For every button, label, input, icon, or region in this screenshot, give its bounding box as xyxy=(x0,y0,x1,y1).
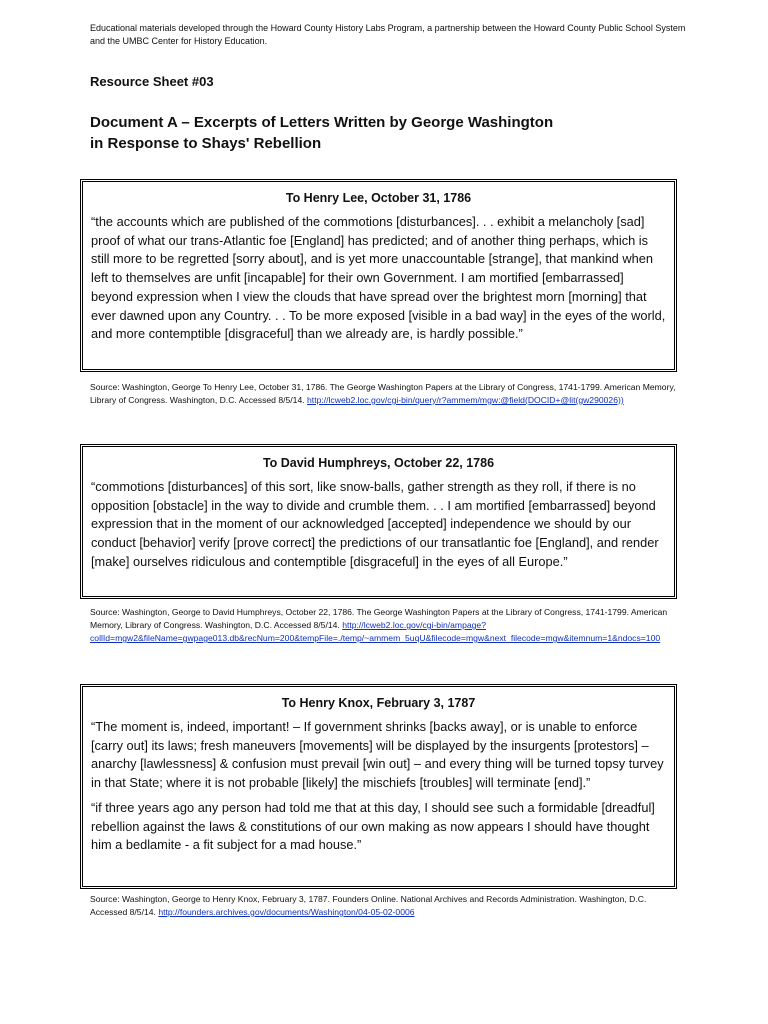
source-citation-david-humphreys xyxy=(90,606,682,645)
source-text: Source: Washington, George to Henry Knox, February 3, 1787. Founders Online. National Archives and Records Administration. Washington, D.C. Accessed 8/5/14. xyxy=(90,894,647,917)
source-link[interactable]: http://founders.archives.gov/documents/Washington/04-05-02-0006 xyxy=(158,907,415,917)
letter-excerpt: “the accounts which are published of the commotions [disturbances]. . . exhibit a melancholy [sad] proof of what our trans-Atlantic foe [England] has predicted; and of another thing perhaps, which is still more to be regretted [sorry about], and is yet more unaccountable [strange], that mankind when left to themselves are unfit [incapable] for their own Government. I am mortified [embarrassed] beyond expression when I view the clouds that have spread over the brightest morn [morning] that ever dawned upon any Country. . . To be more exposed [visible in a bad way] in the eyes of the world, and more contemptible [disgraceful] than we already are, is hardly possible.” xyxy=(91,214,666,342)
letter-excerpt: “if three years ago any person had told me that at this day, I should see such a formidable [dreadful] rebellion against the laws & constitutions of our own making as now appears I should have thought him a bedlamite - a fit subject for a mad house.” xyxy=(91,799,655,853)
source-citation-henry-lee xyxy=(90,381,682,407)
letter-box-henry-knox xyxy=(80,684,677,889)
source-text: Source: Washington, George to David Humphreys, October 22, 1786. The George Washington Papers at the Library of Congress, 1741-1799. American Memory, Library of Congress. Washington, D.C. Accessed 8/5/14. xyxy=(90,607,668,630)
document-title xyxy=(90,112,690,154)
source-text: Source: Washington, George To Henry Lee, October 31, 1786. The George Washington Papers at the Library of Congress, 1741-1799. American Memory, Library of Congress. Washington, D.C. Accessed 8/5/14. xyxy=(90,382,676,405)
letter-title: To Henry Lee, October 31, 1786 xyxy=(285,191,472,205)
resource-sheet-label: Resource Sheet #03 xyxy=(90,74,214,89)
letter-box-henry-lee xyxy=(80,179,677,372)
source-citation-henry-knox xyxy=(90,893,682,919)
document-title-line-1: Document A – Excerpts of Letters Written by George Washington xyxy=(90,114,554,131)
letter-excerpt: “commotions [disturbances] of this sort, like snow-balls, gather strength as they roll, if there is no opposition [obstacle] in the way to divide and crumble them. . . I am mortified [embarrassed] beyond expression that in the moment of our acknowledged [accepted] independence we should by our conduct [behavior] verify [prove correct] the predictions of our transatlantic foe [England], and render [make] ourselves ridiculous and contemptible [disgraceful] in the eyes of all Europe.” xyxy=(91,479,659,569)
letter-box-david-humphreys xyxy=(80,444,677,599)
letter-excerpt: “The moment is, indeed, important! – If government shrinks [backs away], or is unable to enforce [carry out] its laws; fresh maneuvers [movements] will be displayed by the insurgents [protestors] – anarchy [lawlessness] & confusion must prevail [win out] – and every thing will be turned topsy turvey in that State; where it is not probable [likely] the mischiefs [troubles] will terminate [end].” xyxy=(91,719,664,791)
document-title-line-2: in Response to Shays' Rebellion xyxy=(90,135,322,152)
source-link[interactable]: http://lcweb2.loc.gov/cgi-bin/ampage?collId=mgw2&fileName=gwpage013.db&recNum=200&tempFile=./temp/~ammem_5uqU&filecode=mgw&next_filecode=mgw&itemnum=1&ndocs=100 xyxy=(90,620,661,643)
source-link[interactable]: http://lcweb2.loc.gov/cgi-bin/query/r?ammem/mgw:@field(DOCID+@lit(gw290026)) xyxy=(307,395,624,405)
letter-title: To David Humphreys, October 22, 1786 xyxy=(262,456,495,470)
letter-title: To Henry Knox, February 3, 1787 xyxy=(281,696,476,710)
header-note: Educational materials developed through the Howard County History Labs Program, a partnership between the Howard County Public School System and the UMBC Center for History Education. xyxy=(90,23,686,46)
